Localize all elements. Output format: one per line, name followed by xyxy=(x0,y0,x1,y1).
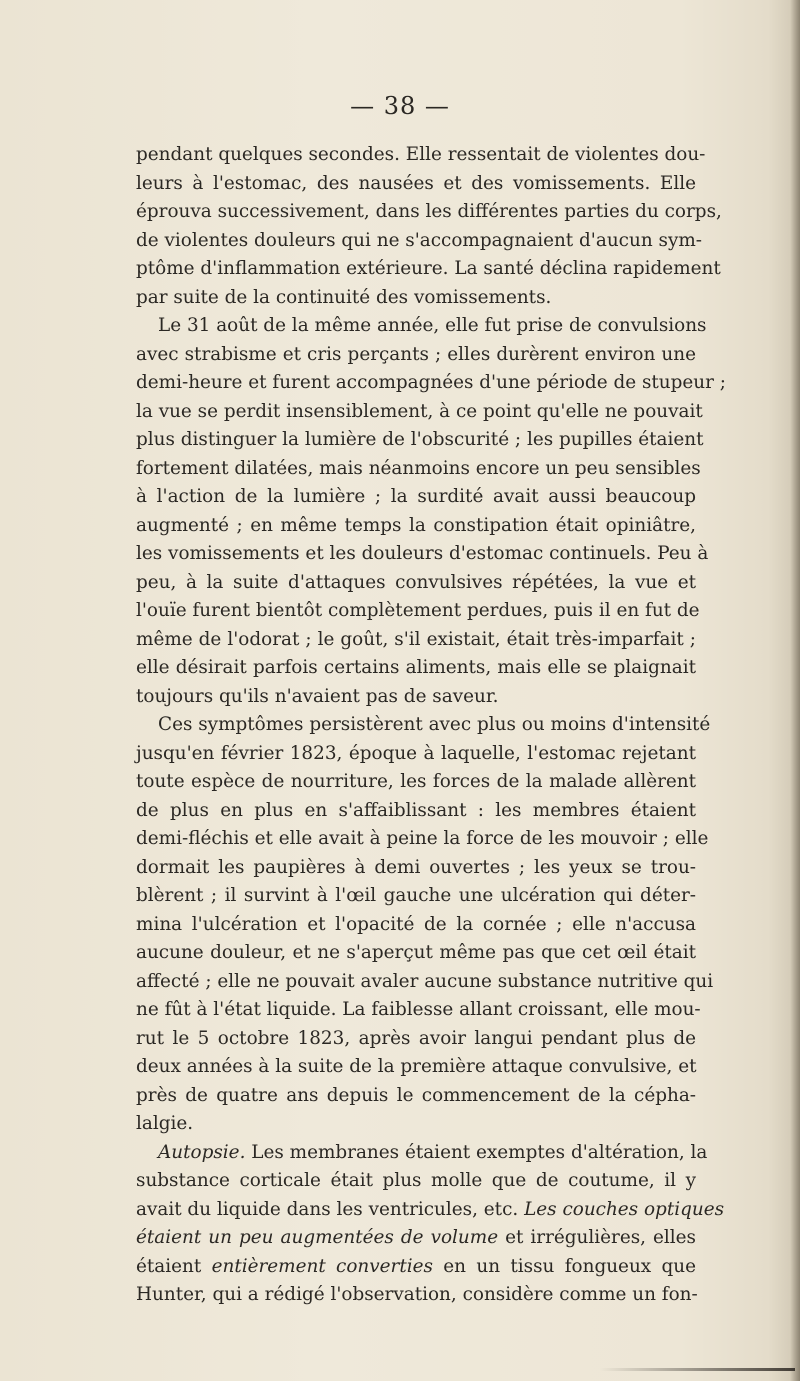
text-line: Hunter, qui a rédigé l'observation, considère comme un fon- xyxy=(136,1284,698,1305)
text-line: peu, à la suite d'attaques convulsives répétées, la vue et xyxy=(136,571,696,593)
text-line: ptôme d'inflammation extérieure. La santé déclina rapidement xyxy=(136,258,721,279)
text-line: substance corticale était plus molle que de coutume, il y xyxy=(136,1170,696,1191)
text-line: près de quatre ans depuis le commencement de la cépha- xyxy=(136,1084,696,1106)
text-line: Ces symptômes persistèrent avec plus ou moins d'intensité xyxy=(158,714,711,735)
text-line xyxy=(136,1253,696,1282)
text-line: toujours qu'ils n'avaient pas de saveur. xyxy=(136,685,499,707)
text-line: demi-fléchis et elle avait à peine la force de les mouvoir ; elle xyxy=(136,828,709,849)
text-line: jusqu'en février 1823, époque à laquelle, l'estomac rejetant xyxy=(136,742,696,764)
text-line: pendant quelques secondes. Elle ressentait de violentes dou- xyxy=(136,144,706,165)
text-line: l'ouïe furent bientôt complètement perdues, puis il en fut de xyxy=(136,600,700,621)
italic-span: entièrement converties xyxy=(211,1255,433,1277)
text-line: rut le 5 octobre 1823, après avoir langui pendant plus de xyxy=(136,1027,696,1049)
text-line: plus distinguer la lumière de l'obscurité ; les pupilles étaient xyxy=(136,429,704,450)
text-line xyxy=(136,1224,696,1253)
text-line xyxy=(136,1139,708,1168)
text-line: les vomissements et les douleurs d'estomac continuels. Peu à xyxy=(136,543,709,564)
italic-span: Les couches optiques xyxy=(524,1198,725,1220)
italic-span: étaient un peu augmentées de volume xyxy=(136,1227,499,1248)
text-line: mina l'ulcération et l'opacité de la cornée ; elle n'accusa xyxy=(136,913,696,935)
text-span: avait du liquide dans les ventricules, etc. xyxy=(136,1198,525,1220)
page-edge-shadow xyxy=(790,0,800,1381)
text-line: lalgie. xyxy=(136,1113,194,1134)
text-line: leurs à l'estomac, des nausées et des vomissements. Elle xyxy=(136,172,696,194)
text-line: fortement dilatées, mais néanmoins encore un peu sensibles xyxy=(136,457,701,479)
text-line: la vue se perdit insensiblement, à ce point qu'elle ne pouvait xyxy=(136,400,703,422)
text-span: étaient xyxy=(136,1255,212,1277)
page-bottom-edge xyxy=(600,1368,795,1371)
text-line xyxy=(136,1196,725,1225)
text-line: toute espèce de nourriture, les forces de la malade allèrent xyxy=(136,771,696,792)
text-line: même de l'odorat ; le goût, s'il existait, était très-imparfait ; xyxy=(136,628,696,650)
text-line: blèrent ; il survint à l'œil gauche une ulcération qui déter- xyxy=(136,885,696,906)
text-line: elle désirait parfois certains aliments, mais elle se plaignait xyxy=(136,657,696,678)
text-line: de plus en plus en s'affaiblissant : les membres étaient xyxy=(136,799,696,821)
text-line: dormait les paupières à demi ouvertes ; les yeux se trou- xyxy=(136,856,696,878)
text-span: et irrégulières, elles xyxy=(498,1227,696,1248)
text-line: éprouva successivement, dans les différentes parties du corps, xyxy=(136,201,722,222)
text-line: affecté ; elle ne pouvait avaler aucune substance nutritive qui xyxy=(136,970,714,992)
text-line: à l'action de la lumière ; la surdité avait aussi beaucoup xyxy=(136,486,696,507)
text-line: de violentes douleurs qui ne s'accompagnaient d'aucun sym- xyxy=(136,229,702,251)
text-line: demi-heure et furent accompagnées d'une période de stupeur ; xyxy=(136,372,726,393)
text-line: deux années à la suite de la première attaque convulsive, et xyxy=(136,1056,697,1077)
text-line: par suite de la continuité des vomissements. xyxy=(136,286,552,308)
body-text xyxy=(136,141,726,1310)
text-line: ne fût à l'état liquide. La faiblesse allant croissant, elle mou- xyxy=(136,999,701,1020)
text-line: Le 31 août de la même année, elle fut prise de convulsions xyxy=(158,315,707,336)
text-line: avec strabisme et cris perçants ; elles durèrent environ une xyxy=(136,343,696,365)
text-line: aucune douleur, et ne s'aperçut même pas que cet œil était xyxy=(136,942,696,963)
page-number: — 38 — xyxy=(350,92,450,120)
text-span: Les membranes étaient exemptes d'altération, la xyxy=(245,1141,708,1163)
text-span: en un tissu fongueux que xyxy=(432,1255,697,1277)
text-line: augmenté ; en même temps la constipation était opiniâtre, xyxy=(136,514,696,536)
italic-heading: Autopsie. xyxy=(158,1141,246,1163)
